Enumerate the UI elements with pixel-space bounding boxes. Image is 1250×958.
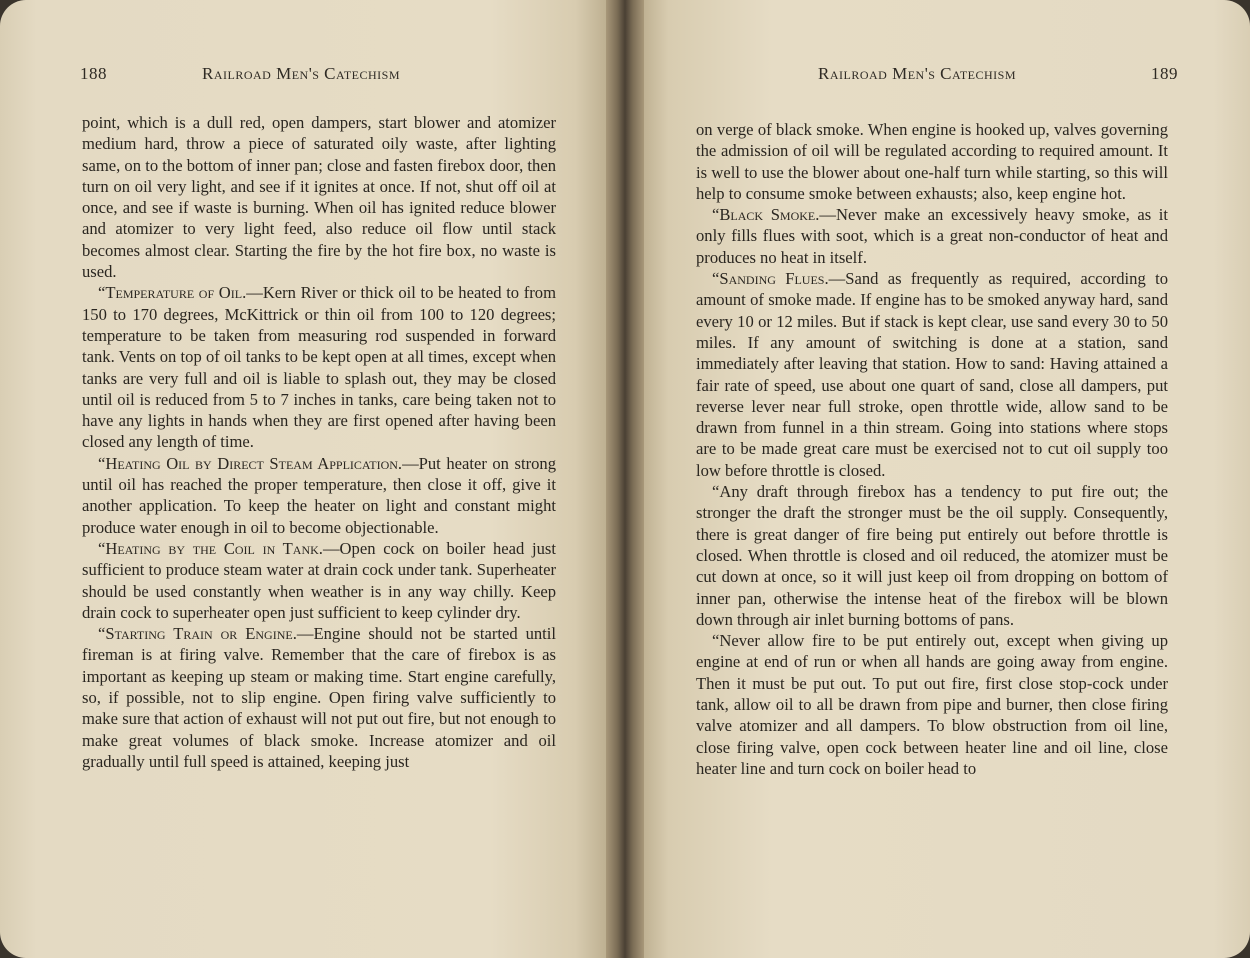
left-page-header [80, 64, 558, 92]
book-gutter [606, 0, 644, 958]
left-page-number: 188 [80, 64, 107, 83]
paragraph-text: —Never make an excessively heavy smoke, as it only fills flues with soot, which is a great non-conductor of heat and produces no heat in itself. [696, 205, 1168, 267]
paragraph-heading: “Starting Train or Engine. [98, 624, 297, 644]
left-paragraph-4 [82, 538, 556, 623]
left-page [0, 0, 612, 958]
paragraph-heading: “Black Smoke. [712, 205, 820, 225]
paragraph-heading: “Heating Oil by Direct Steam Application. [98, 453, 403, 473]
right-page [638, 0, 1250, 958]
paragraph-text: “Never allow fire to be put entirely out, except when giving up engine at end of run or when all hands are going away from engine. Then it must be put out. To put out fire, first close stop-cock under tank, allow oil to all be drawn from pipe and burner, then close firing valve atomizer and all dampers. To blow obstruction from oil line, close firing valve, open cock between heater line and oil line, close heater line and turn cock on boiler head to [696, 631, 1168, 778]
right-page-header [818, 64, 1178, 92]
right-running-head: Railroad Men's Catechism [818, 64, 1017, 83]
right-paragraph-1 [696, 119, 1168, 204]
paragraph-text: “Any draft through firebox has a tendency to put fire out; the stronger the draft the stronger must be the oil supply. Consequently, there is great danger of fire being put entirely out before throttle is closed. When throttle is closed and oil reduced, the atomizer must be cut down at once, so it will just keep oil from dropping on bottom of inner pan, otherwise the intense heat of the firebox will be blown down through air inlet burning bottoms of pans. [696, 482, 1168, 629]
left-running-head: Railroad Men's Catechism [202, 64, 401, 83]
right-paragraph-5 [696, 630, 1168, 779]
left-paragraph-1 [82, 112, 556, 282]
paragraph-text: —Engine should not be started until fireman is at firing valve. Remember that the care of firebox is as important as keeping up steam or making time. Start engine carefully, so, if possible, not to slip engine. Open firing valve sufficiently to make sure that action of exhaust will not put out fire, but not enough to make great volumes of black smoke. Increase atomizer and oil gradually until full speed is attained, keeping just [82, 624, 556, 771]
right-page-number: 189 [1151, 64, 1178, 83]
paragraph-text: point, which is a dull red, open dampers, start blower and atomizer medium hard, throw a piece of saturated oily waste, after lighting same, on to the bottom of inner pan; close and fasten firebox door, then turn on oil very light, and see if it ignites at once. If not, shut off oil at once, and see if waste is burning. When oil has ignited reduce blower and atomizer to very light feed, also reduce oil flow until stack becomes almost clear. Starting the fire by the hot fire box, no waste is used. [82, 113, 556, 282]
right-paragraph-4 [696, 481, 1168, 630]
paragraph-text: on verge of black smoke. When engine is hooked up, valves governing the admission of oil will be regulated according to required amount. It is well to use the blower about one-half turn while starting, so this will help to consume smoke between exhausts; also, keep engine hot. [696, 120, 1168, 203]
left-paragraph-5 [82, 623, 556, 772]
left-page-body [82, 112, 556, 772]
paragraph-heading: “Heating by the Coil in Tank. [98, 538, 323, 558]
right-paragraph-3 [696, 268, 1168, 481]
paragraph-text: —Open cock on boiler head just sufficient to produce steam water at drain cock under tank. Superheater should be used constantly when weather is in any way chilly. Keep drain cock to superheater open just sufficient to keep cylinder dry. [82, 538, 556, 622]
right-paragraph-2 [696, 204, 1168, 268]
paragraph-text: —Sand as frequently as required, according to amount of smoke made. If engine has to be smoked anyway hard, sand every 10 or 12 miles. But if stack is kept clear, use sand every 30 to 50 miles. If any amount of switching is done at a station, sand immediately after leaving that station. How to sand: Having attained a fair rate of speed, use about one quart of sand, close all dampers, put reverse lever near full stroke, open throttle wide, allow sand to be drawn from funnel in a thin stream. Going into stations where stops are to be made great care must be exercised not to cut oil supply too low before throttle is closed. [696, 269, 1169, 480]
paragraph-text: —Kern River or thick oil to be heated to from 150 to 170 degrees, McKittrick or thin oil from 100 to 120 degrees; temperature to be taken from measuring rod suspended in forward tank. Vents on top of oil tanks to be kept open at all times, except when tanks are very full and oil is liable to splash out, they may be closed until oil is reduced from 5 to 7 inches in tanks, care being taken not to have any lights in hands when they are first opened after having been closed any length of time. [82, 283, 556, 452]
left-paragraph-3 [82, 453, 556, 538]
paragraph-heading: “Temperature of Oil. [98, 283, 247, 303]
left-paragraph-2 [82, 282, 556, 452]
paragraph-heading: “Sanding Flues. [712, 269, 829, 289]
right-page-body [696, 119, 1168, 779]
paragraph-text: —Put heater on strong until oil has reached the proper temperature, then close it off, give it another application. To keep the heater on light and constant might produce water enough in oil to become objectionable. [82, 453, 556, 537]
